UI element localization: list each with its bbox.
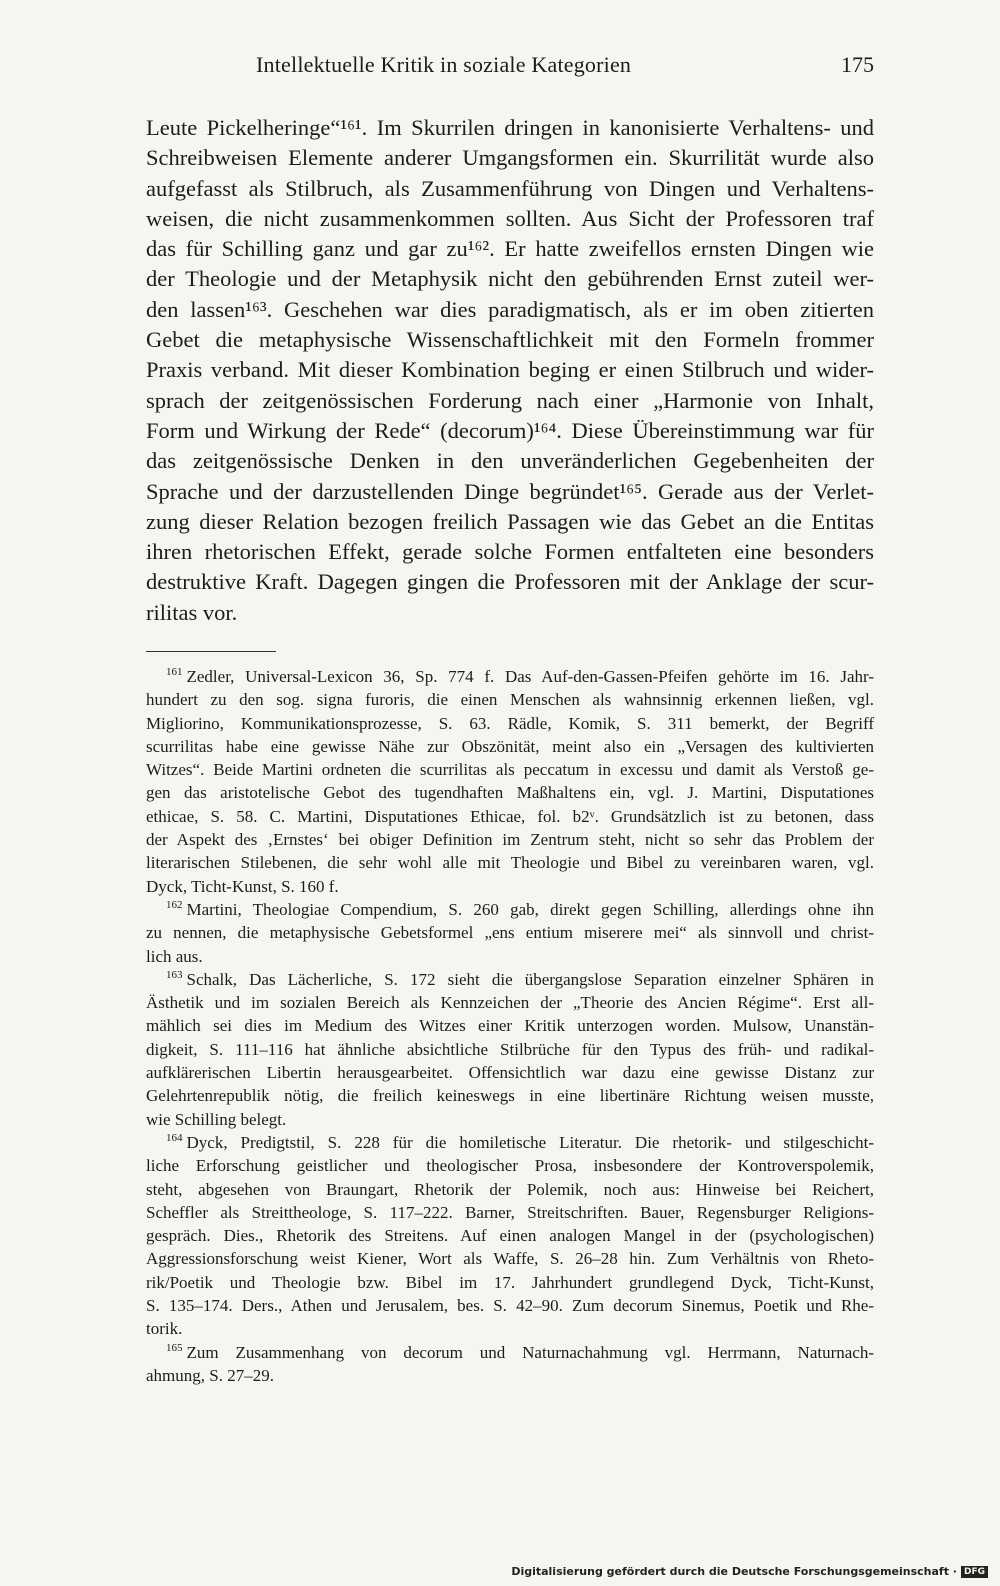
body-line: destruktive Kraft. Dagegen gingen die Professoren mit der Anklage der scur- xyxy=(146,569,874,595)
footnote-line: literarischen Stilebenen, die sehr wohl alle mit Theologie und Bibel zu vereinbaren waren, vgl. xyxy=(146,853,874,873)
footnote-line: rik/Poetik und Theologie bzw. Bibel im 17. Jahrhundert grundlegend Dyck, Ticht-Kunst, xyxy=(146,1272,874,1292)
footnote-line: liche Erforschung geistlicher und theologischer Prosa, insbesondere der Kontroverspolemik, xyxy=(146,1156,874,1176)
body-text xyxy=(146,113,874,628)
footnote-text: Dyck, Predigtstil, S. 228 für die homiletische Literatur. Die rhetorik- und stilgeschicht- xyxy=(186,1132,874,1152)
body-line: rilitas vor. xyxy=(146,599,238,625)
footnote-text: Zedler, Universal-Lexicon 36, Sp. 774 f. Das Auf-den-Gassen-Pfeifen gehörte im 16. Jahr- xyxy=(186,667,874,686)
footnote-number: 165 xyxy=(166,1341,183,1354)
body-line: Form und Wirkung der Rede“ (decorum)¹⁶⁴. Diese Übereinstimmung war für xyxy=(146,417,874,443)
footnote-line: Scheffler als Streittheologe, S. 117–222. Barner, Streitschriften. Bauer, Regensburger Religions- xyxy=(146,1202,874,1222)
footnote-line: ahmung, S. 27–29. xyxy=(146,1365,274,1385)
footnote-number: 162 xyxy=(166,899,183,912)
running-title: Intellektuelle Kritik in soziale Kategorien xyxy=(256,52,632,77)
footnote-line: digkeit, S. 111–116 hat ähnliche absichtliche Stilbrüche für den Typus des früh- und radikal- xyxy=(146,1039,874,1059)
footnote-line: torik. xyxy=(146,1319,183,1339)
footnote-line: hundert zu den sog. signa furoris, die einen Menschen als wahnsinnig erkennen ließen, vgl. xyxy=(146,690,874,710)
footer-text: Digitalisierung gefördert durch die Deutsche Forschungsgemeinschaft · xyxy=(511,1565,957,1578)
footnote-text: Zum Zusammenhang von decorum und Naturnachahmung vgl. Herrmann, Naturnach- xyxy=(186,1342,874,1362)
body-line: ihren rhetorischen Effekt, gerade solche Formen entfalteten eine besonders xyxy=(146,539,874,565)
footnote-line: Dyck, Ticht-Kunst, S. 160 f. xyxy=(146,876,339,896)
body-line: der Theologie und der Metaphysik nicht den gebührenden Ernst zuteil wer- xyxy=(146,266,874,292)
body-line: aufgefasst als Stilbruch, als Zusammenführung von Dingen und Verhaltens- xyxy=(146,175,874,201)
body-line: Sprache und der darzustellenden Dinge begründet¹⁶⁵. Gerade aus der Verlet- xyxy=(146,478,874,504)
footnote-line xyxy=(146,968,874,991)
body-line: Gebet die metaphysische Wissenschaftlichkeit mit den Formeln frommer xyxy=(146,327,874,353)
footnote-number: 161 xyxy=(166,666,183,679)
page-header xyxy=(146,52,874,88)
dfg-logo: DFG xyxy=(961,1566,988,1578)
footnote-line: gespräch. Dies., Rhetorik des Streitens. Auf einen analogen Mangel in der (psychologischen) xyxy=(146,1226,874,1246)
body-line: Praxis verband. Mit dieser Kombination beging er einen Stilbruch und wider- xyxy=(146,357,874,383)
footnote-line xyxy=(146,1341,874,1364)
body-line: zung dieser Relation bezogen freilich Passagen wie das Gebet an die Entitas xyxy=(146,508,874,534)
body-line: Schreibweisen Elemente anderer Umgangsformen ein. Skurrilität wurde also xyxy=(146,145,874,171)
body-line: sprach der zeitgenössischen Forderung nach einer „Harmonie von Inhalt, xyxy=(146,387,874,413)
footnote-line xyxy=(146,1131,874,1154)
footnote-line: mählich sei dies im Medium des Witzes einer Kritik unterzogen worden. Mulsow, Unanstän- xyxy=(146,1016,874,1036)
body-line: den lassen¹⁶³. Geschehen war dies paradigmatisch, als er im oben zitierten xyxy=(146,296,874,322)
footnote-line xyxy=(146,665,874,688)
footnote-line: gen das aristotelische Gebot des tugendhaften Maßhaltens ein, vgl. J. Martini, Disputationes xyxy=(146,783,874,803)
footnote xyxy=(146,968,874,1131)
footnote xyxy=(146,665,874,898)
footnote xyxy=(146,1341,874,1388)
footnote-line: Gelehrtenrepublik nötig, die freilich keineswegs in eine libertinäre Richtung weisen musste, xyxy=(146,1086,874,1106)
footnote-separator xyxy=(146,651,276,652)
footnote-line: Aggressionsforschung weist Kiener, Wort als Waffe, S. 26–28 hin. Zum Verhältnis von Rheto- xyxy=(146,1249,874,1269)
body-line: das für Schilling ganz und gar zu¹⁶². Er hatte zweifellos ernsten Dingen wie xyxy=(146,236,874,262)
footnote-text: Schalk, Das Lächerliche, S. 172 sieht die übergangslose Separation einzelner Sphären in xyxy=(186,969,874,989)
footnote-number: 163 xyxy=(166,969,183,982)
footnote-line: Witzes“. Beide Martini ordneten die scurrilitas als peccatum in excessu und damit als Verstoß ge- xyxy=(146,760,874,780)
footnote-line: zu nennen, die metaphysische Gebetsformel „ens entium miserere mei“ als sinnvoll und christ- xyxy=(146,923,874,943)
footnote-line: S. 135–174. Ders., Athen und Jerusalem, bes. S. 42–90. Zum decorum Sinemus, Poetik und Rhe- xyxy=(146,1296,874,1316)
footnote-line: ethicae, S. 58. C. Martini, Disputationes Ethicae, fol. b2ᵛ. Grundsätzlich ist zu betonen, dass xyxy=(146,806,874,826)
footnote xyxy=(146,1131,874,1341)
footnote-line: Migliorino, Kommunikationsprozesse, S. 63. Rädle, Komik, S. 311 bemerkt, der Begriff xyxy=(146,713,874,733)
body-line: Leute Pickelheringe“¹⁶¹. Im Skurrilen dringen in kanonisierte Verhaltens- und xyxy=(146,115,874,140)
footnote-text: Martini, Theologiae Compendium, S. 260 gab, direkt gegen Schilling, allerdings ohne ihn xyxy=(186,899,874,919)
footnote xyxy=(146,898,874,968)
footnote-line: Ästhetik und im sozialen Bereich als Kennzeichen der „Theorie des Ancien Régime“. Erst all- xyxy=(146,993,874,1013)
footnote-number: 164 xyxy=(166,1132,183,1145)
page-number: 175 xyxy=(841,52,874,77)
footnote-line: wie Schilling belegt. xyxy=(146,1109,287,1129)
footnote-line: der Aspekt des ‚Ernstes‘ bei obiger Definition im Zentrum steht, nicht so sehr das Problem der xyxy=(146,830,874,850)
footnote-line: lich aus. xyxy=(146,946,203,966)
footnotes xyxy=(146,665,874,1387)
footnote-line xyxy=(146,898,874,921)
body-line: das zeitgenössische Denken in den unveränderlichen Gegebenheiten der xyxy=(146,448,874,474)
footnote-line: aufklärerischen Libertin herausgearbeitet. Offensichtlich war dazu eine gewisse Distanz zur xyxy=(146,1063,874,1083)
footnote-line: steht, abgesehen von Braungart, Rhetorik der Polemik, noch aus: Hinweise bei Reichert, xyxy=(146,1179,874,1199)
digitization-footer xyxy=(511,1565,988,1578)
footnote-line: scurrilitas habe eine gewisse Nähe zur Obszönität, meint also ein „Versagen des kultivierten xyxy=(146,736,874,756)
body-line: weisen, die nicht zusammenkommen sollten. Aus Sicht der Professoren traf xyxy=(146,205,874,231)
